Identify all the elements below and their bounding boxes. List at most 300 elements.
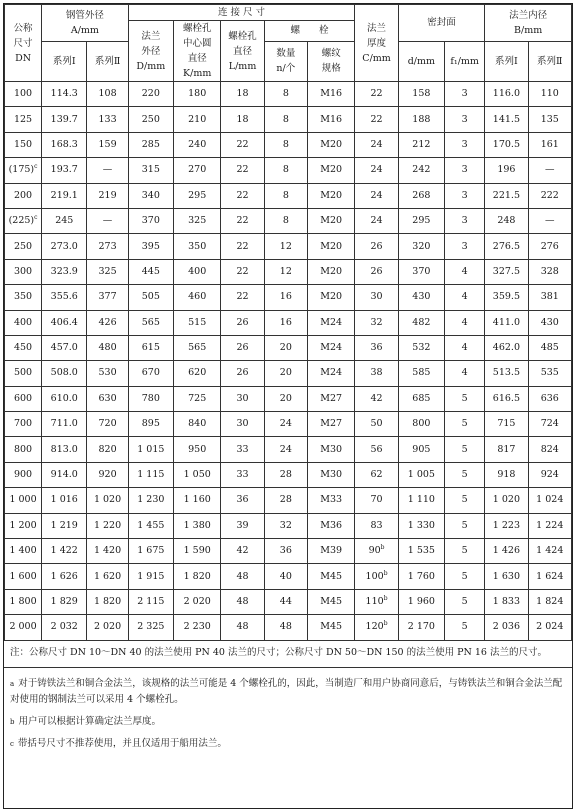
cell-D <box>128 208 173 233</box>
cell-value: 1 915 <box>137 570 165 582</box>
cell-value: 1 620 <box>93 570 122 582</box>
header-flange-od: 法兰 外径 D/mm <box>128 21 173 82</box>
cell-value: 950 <box>188 443 207 455</box>
cell-thread <box>307 386 354 411</box>
table-row <box>5 285 572 310</box>
cell-value: M20 <box>320 189 343 201</box>
cell-value: 24 <box>370 189 383 201</box>
cell-value: 900 <box>13 469 33 481</box>
cell-value: 2 020 <box>93 621 122 633</box>
cell-d <box>398 285 444 310</box>
cell-a2 <box>87 183 128 208</box>
cell-value: 1 016 <box>50 494 78 506</box>
header-sealing: 密封面 <box>398 5 485 42</box>
table-row <box>5 386 572 411</box>
cell-value: 70 <box>370 494 383 506</box>
cell-value: 36 <box>236 494 249 506</box>
cell-value: 110 <box>365 596 384 607</box>
cell-value: 430 <box>412 291 431 303</box>
cell-b2 <box>528 437 571 462</box>
cell-value: 320 <box>412 240 431 252</box>
cell-n <box>264 386 307 411</box>
cell-value: 8 <box>282 189 289 201</box>
cell-a1 <box>42 488 87 513</box>
cell-a1 <box>42 513 87 538</box>
cell-D <box>128 259 173 284</box>
cell-value: 4 <box>461 265 468 277</box>
header-dn: 公称 尺寸 DN <box>5 5 42 82</box>
cell-value: 3 <box>461 88 468 100</box>
cell-d <box>398 259 444 284</box>
cell-value: 445 <box>141 265 160 277</box>
cell-f1 <box>445 234 485 259</box>
cell-value: 1 400 <box>9 545 37 557</box>
cell-value: 462.0 <box>492 342 520 354</box>
footnotes <box>4 668 572 752</box>
cell-d <box>398 412 444 437</box>
cell-b1 <box>485 361 528 386</box>
cell-value: 3 <box>461 138 468 150</box>
cell-L <box>221 82 264 107</box>
cell-thread <box>307 234 354 259</box>
cell-b2 <box>528 183 571 208</box>
cell-value: M27 <box>320 418 343 430</box>
header-a-series1: 系列Ⅰ <box>42 41 87 81</box>
cell-value: 3 <box>461 240 468 252</box>
cell-value: 685 <box>412 392 431 404</box>
cell-value: 327.5 <box>492 265 520 277</box>
cell-value: M20 <box>320 164 343 176</box>
cell-value: 1 420 <box>93 545 122 557</box>
cell-value: 22 <box>370 113 383 125</box>
cell-K <box>174 158 221 183</box>
cell-b2 <box>528 615 571 640</box>
cell-a1 <box>42 386 87 411</box>
cell-dn <box>5 589 42 614</box>
cell-dn <box>5 234 42 259</box>
cell-b2 <box>528 158 571 183</box>
cell-value: 42 <box>236 545 249 557</box>
cell-value: 24 <box>370 138 383 150</box>
cell-value: 8 <box>282 138 289 150</box>
cell-value: 26 <box>236 367 249 379</box>
cell-dn <box>5 158 42 183</box>
cell-f1 <box>445 208 485 233</box>
cell-C <box>355 437 398 462</box>
footnote-mark: b <box>383 595 388 602</box>
cell-value: 400 <box>188 265 207 277</box>
cell-value: 340 <box>141 189 160 201</box>
table-row <box>5 513 572 538</box>
header-bolt-hole: 螺栓孔 直径 L/mm <box>221 21 264 82</box>
cell-a1 <box>42 310 87 335</box>
cell-C <box>355 259 398 284</box>
footnote-mark: c <box>34 214 38 222</box>
cell-value: 328 <box>540 265 559 277</box>
cell-a1 <box>42 564 87 589</box>
cell-value: 700 <box>13 418 33 430</box>
cell-n <box>264 183 307 208</box>
cell-a2 <box>87 437 128 462</box>
cell-d <box>398 82 444 107</box>
cell-value: 170.5 <box>492 138 520 150</box>
cell-value: M20 <box>320 215 343 227</box>
cell-f1 <box>445 513 485 538</box>
cell-value: 24 <box>370 215 383 227</box>
cell-f1 <box>445 564 485 589</box>
cell-value: 20 <box>279 367 292 379</box>
cell-thread <box>307 285 354 310</box>
cell-value: 820 <box>98 443 117 455</box>
cell-value: 242 <box>412 164 431 176</box>
cell-K <box>174 615 221 640</box>
cell-value: 273 <box>98 240 117 252</box>
cell-value: — <box>545 215 555 227</box>
cell-value: 8 <box>282 164 289 176</box>
cell-value: 24 <box>370 164 383 176</box>
cell-value: 350 <box>188 240 207 252</box>
cell-a1 <box>42 361 87 386</box>
cell-D <box>128 234 173 259</box>
cell-value: 616.5 <box>492 392 520 404</box>
cell-C <box>355 158 398 183</box>
cell-value: 26 <box>236 316 249 328</box>
cell-value: 1 020 <box>492 494 520 506</box>
cell-value: 26 <box>370 240 383 252</box>
header-seal-d: d/mm <box>398 41 444 81</box>
cell-dn <box>5 386 42 411</box>
cell-value: 1 455 <box>137 519 165 531</box>
cell-n <box>264 82 307 107</box>
cell-value: 482 <box>412 316 431 328</box>
cell-value: 20 <box>279 392 292 404</box>
cell-dn <box>5 615 42 640</box>
cell-a1 <box>42 259 87 284</box>
cell-L <box>221 412 264 437</box>
cell-value: 150 <box>13 138 33 150</box>
table-row <box>5 310 572 335</box>
cell-f1 <box>445 158 485 183</box>
cell-dn <box>5 488 42 513</box>
cell-value: 44 <box>279 596 292 607</box>
cell-value: 90 <box>368 545 381 557</box>
cell-dn <box>5 437 42 462</box>
cell-L <box>221 437 264 462</box>
cell-value: 457.0 <box>50 342 78 354</box>
cell-value: 120 <box>365 621 384 633</box>
cell-value: 1 223 <box>492 519 520 531</box>
cell-value: 5 <box>461 570 468 582</box>
table-row <box>5 208 572 233</box>
cell-b1 <box>485 335 528 360</box>
cell-value: M16 <box>320 88 343 100</box>
cell-n <box>264 285 307 310</box>
cell-value: 1 220 <box>93 519 122 531</box>
cell-value: 724 <box>540 418 559 430</box>
cell-d <box>398 234 444 259</box>
table-row <box>5 82 572 107</box>
cell-value: 5 <box>461 443 468 455</box>
cell-K <box>174 335 221 360</box>
table-row <box>5 132 572 157</box>
cell-value: 26 <box>236 342 249 354</box>
cell-value: 100 <box>365 570 384 582</box>
cell-b1 <box>485 564 528 589</box>
cell-value: 83 <box>370 519 383 531</box>
cell-n <box>264 234 307 259</box>
cell-a2 <box>87 310 128 335</box>
cell-value: 245 <box>55 215 74 227</box>
cell-K <box>174 234 221 259</box>
cell-value: 824 <box>540 443 559 455</box>
cell-b1 <box>485 208 528 233</box>
cell-b2 <box>528 285 571 310</box>
cell-a2 <box>87 361 128 386</box>
cell-b1 <box>485 132 528 157</box>
cell-value: M24 <box>320 367 343 379</box>
cell-dn <box>5 564 42 589</box>
cell-value: 300 <box>13 265 33 277</box>
cell-a1 <box>42 82 87 107</box>
cell-value: 12 <box>279 240 292 252</box>
footnote-a: $^a$ 对于铸铁法兰和铜合金法兰，该规格的法兰可能是 4 个螺栓孔的，因此，当制造厂和用户协商同意后，与铸铁法兰和铜合金法兰配对使用的钢制法兰可以采用 4 个螺栓孔。 <box>10 677 563 705</box>
cell-value: 395 <box>141 240 160 252</box>
cell-K <box>174 412 221 437</box>
cell-D <box>128 386 173 411</box>
cell-value: 32 <box>370 316 383 328</box>
cell-value: 139.7 <box>50 113 78 125</box>
cell-value: M45 <box>320 596 343 607</box>
cell-C <box>355 82 398 107</box>
cell-value: 5 <box>461 392 468 404</box>
cell-n <box>264 361 307 386</box>
cell-value: — <box>102 164 113 176</box>
cell-value: 610.0 <box>50 392 78 404</box>
cell-value: 24 <box>279 418 292 430</box>
cell-a2 <box>87 335 128 360</box>
cell-d <box>398 462 444 487</box>
cell-K <box>174 82 221 107</box>
cell-thread <box>307 208 354 233</box>
cell-value: 5 <box>461 469 468 481</box>
cell-d <box>398 132 444 157</box>
cell-value: 18 <box>236 88 249 100</box>
cell-b1 <box>485 183 528 208</box>
cell-value: 159 <box>98 138 117 150</box>
cell-thread <box>307 361 354 386</box>
cell-value: 585 <box>412 367 431 379</box>
cell-f1 <box>445 437 485 462</box>
cell-value: 20 <box>279 342 292 354</box>
cell-value: 914.0 <box>50 469 78 481</box>
cell-C <box>355 589 398 614</box>
cell-thread <box>307 488 354 513</box>
cell-D <box>128 437 173 462</box>
cell-value: 1 424 <box>536 545 564 557</box>
cell-a2 <box>87 589 128 614</box>
cell-value: 26 <box>370 265 383 277</box>
cell-a1 <box>42 462 87 487</box>
cell-value: 515 <box>188 316 207 328</box>
cell-d <box>398 183 444 208</box>
cell-b2 <box>528 107 571 132</box>
cell-f1 <box>445 412 485 437</box>
cell-value: 36 <box>370 342 383 354</box>
table-row <box>5 564 572 589</box>
cell-value: 268 <box>412 189 431 201</box>
cell-d <box>398 335 444 360</box>
cell-b1 <box>485 259 528 284</box>
footnote-mark: b <box>383 620 388 628</box>
cell-value: 1 015 <box>137 443 165 455</box>
cell-value: 56 <box>370 443 383 455</box>
cell-value: 817 <box>497 443 516 455</box>
cell-L <box>221 564 264 589</box>
cell-b1 <box>485 539 528 564</box>
cell-L <box>221 310 264 335</box>
cell-value: 1 005 <box>407 469 435 481</box>
cell-a2 <box>87 513 128 538</box>
cell-value: 350 <box>13 291 33 303</box>
cell-C <box>355 412 398 437</box>
cell-b1 <box>485 589 528 614</box>
cell-L <box>221 183 264 208</box>
cell-value: M20 <box>320 291 343 303</box>
cell-b2 <box>528 208 571 233</box>
cell-value: 158 <box>412 88 431 100</box>
cell-a2 <box>87 259 128 284</box>
cell-a2 <box>87 285 128 310</box>
cell-value: 30 <box>236 392 249 404</box>
cell-value: 4 <box>461 367 468 379</box>
cell-C <box>355 183 398 208</box>
cell-value: M45 <box>320 621 343 633</box>
cell-value: 485 <box>540 342 559 354</box>
cell-a2 <box>87 208 128 233</box>
header-pipe-od: 钢管外径 A/mm <box>42 5 129 42</box>
cell-value: 8 <box>282 113 289 125</box>
cell-dn <box>5 539 42 564</box>
cell-value: 500 <box>13 367 33 379</box>
cell-value: 711.0 <box>50 418 78 430</box>
cell-d <box>398 564 444 589</box>
cell-value: 532 <box>412 342 431 354</box>
cell-value: 22 <box>236 164 249 176</box>
cell-value: 630 <box>98 392 117 404</box>
cell-a2 <box>87 234 128 259</box>
cell-value: 135 <box>540 113 559 125</box>
cell-K <box>174 589 221 614</box>
cell-f1 <box>445 183 485 208</box>
cell-value: 840 <box>188 418 207 430</box>
cell-n <box>264 513 307 538</box>
cell-C <box>355 462 398 487</box>
cell-b2 <box>528 335 571 360</box>
cell-value: 2 000 <box>9 621 37 633</box>
cell-value: 800 <box>412 418 431 430</box>
cell-value: 2 170 <box>407 621 435 633</box>
cell-f1 <box>445 589 485 614</box>
cell-L <box>221 158 264 183</box>
cell-value: 1 110 <box>407 494 435 506</box>
cell-value: 377 <box>98 291 117 303</box>
cell-thread <box>307 259 354 284</box>
cell-b2 <box>528 513 571 538</box>
cell-K <box>174 386 221 411</box>
cell-value: 1 422 <box>50 545 78 557</box>
cell-L <box>221 132 264 157</box>
header-inner-d: 法兰内径 B/mm <box>485 5 572 42</box>
cell-b2 <box>528 386 571 411</box>
cell-value: 22 <box>236 189 249 201</box>
cell-d <box>398 208 444 233</box>
cell-value: 1 020 <box>93 494 122 506</box>
cell-value: 114.3 <box>50 88 78 100</box>
cell-b1 <box>485 310 528 335</box>
cell-value: 430 <box>540 316 559 328</box>
cell-value: 2 325 <box>137 621 165 633</box>
cell-C <box>355 285 398 310</box>
cell-value: 636 <box>540 392 559 404</box>
cell-b1 <box>485 437 528 462</box>
cell-a2 <box>87 158 128 183</box>
cell-value: 5 <box>461 494 468 506</box>
cell-value: 2 032 <box>50 621 78 633</box>
cell-n <box>264 412 307 437</box>
cell-value: 565 <box>188 342 207 354</box>
cell-value: 565 <box>141 316 160 328</box>
cell-a2 <box>87 82 128 107</box>
cell-value: 30 <box>370 291 383 303</box>
cell-n <box>264 437 307 462</box>
cell-n <box>264 539 307 564</box>
cell-n <box>264 589 307 614</box>
table-row <box>5 462 572 487</box>
cell-K <box>174 285 221 310</box>
cell-value: 1 330 <box>407 519 435 531</box>
cell-n <box>264 132 307 157</box>
cell-value: 219.1 <box>50 189 78 201</box>
cell-value: 1 820 <box>183 570 211 582</box>
table-row <box>5 539 572 564</box>
cell-value: 38 <box>370 367 383 379</box>
cell-d <box>398 437 444 462</box>
cell-value: 2 230 <box>183 621 211 633</box>
cell-value: 50 <box>370 418 383 430</box>
cell-K <box>174 539 221 564</box>
cell-C <box>355 539 398 564</box>
cell-value: 2 115 <box>137 596 165 607</box>
cell-b1 <box>485 615 528 640</box>
cell-f1 <box>445 488 485 513</box>
cell-thread <box>307 310 354 335</box>
cell-value: 1 824 <box>536 596 564 607</box>
cell-value: 5 <box>461 519 468 531</box>
cell-value: 24 <box>279 443 292 455</box>
cell-value: 110 <box>540 88 559 100</box>
footnote-mark: b <box>383 569 388 577</box>
cell-value: 725 <box>188 392 207 404</box>
cell-n <box>264 335 307 360</box>
cell-value: 22 <box>236 215 249 227</box>
header-bolt-thread: 螺纹 规格 <box>307 41 354 81</box>
cell-b1 <box>485 107 528 132</box>
cell-value: 3 <box>461 164 468 176</box>
cell-value: 222 <box>540 189 559 201</box>
cell-value: 535 <box>540 367 559 379</box>
cell-value: 905 <box>412 443 431 455</box>
cell-d <box>398 386 444 411</box>
